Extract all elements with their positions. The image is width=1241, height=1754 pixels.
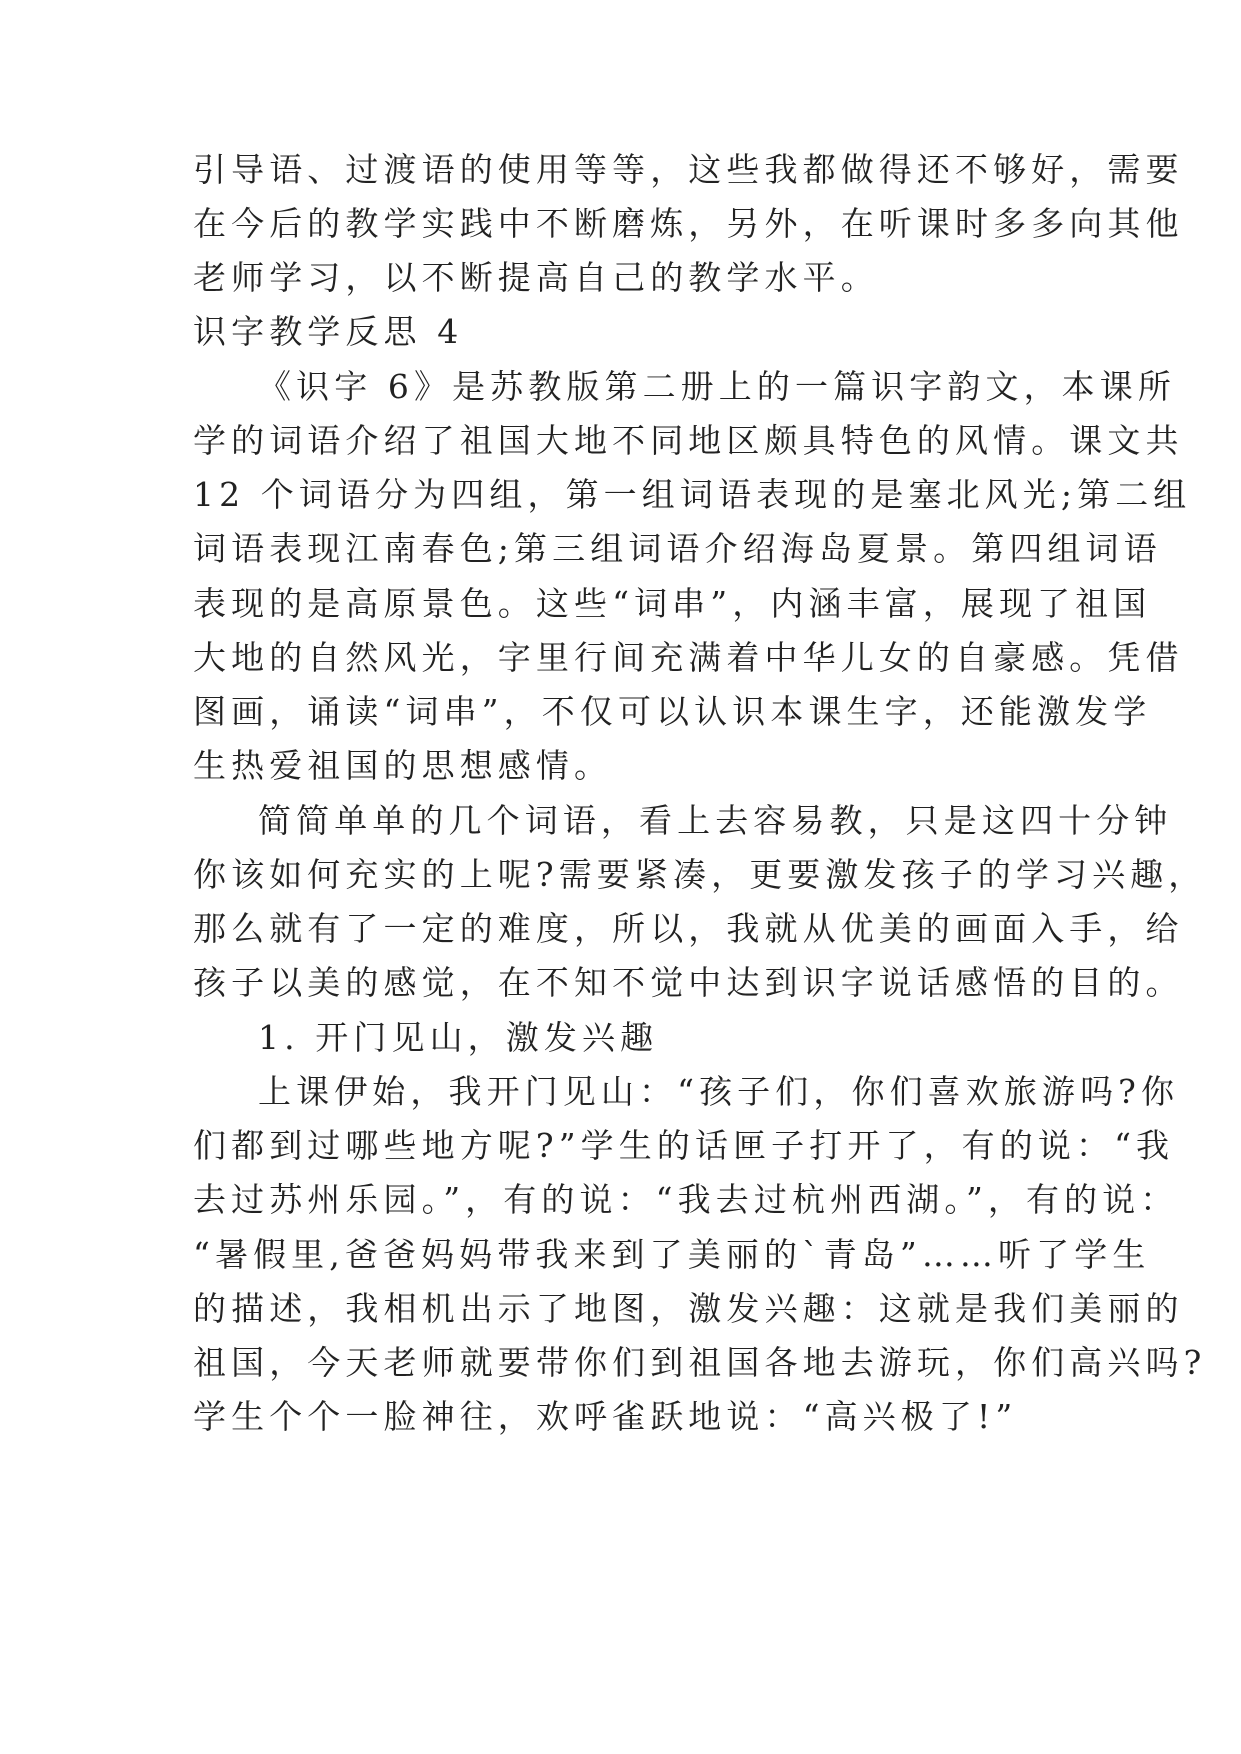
text-line: 在今后的教学实践中不断磨炼，另外，在听课时多多向其他	[193, 204, 1184, 243]
text-line: 们都到过哪些地方呢?”学生的话匣子打开了，有的说：“我	[193, 1126, 1175, 1165]
text-line: 那么就有了一定的难度，所以，我就从优美的画面入手，给	[193, 909, 1184, 948]
text-line: 图画，诵读“词串”，不仅可以认识本课生字，还能激发学	[193, 692, 1152, 731]
text-line: 孩子以美的感觉，在不知不觉中达到识字说话感悟的目的。	[193, 963, 1184, 1002]
text-line: 简简单单的几个词语，看上去容易教，只是这四十分钟	[258, 801, 1173, 840]
text-line: “暑假里,爸爸妈妈带我来到了美丽的`青岛”……听了学生	[193, 1235, 1151, 1274]
text-line: 大地的自然风光，字里行间充满着中华儿女的自豪感。凭借	[193, 638, 1184, 677]
text-line: 的描述，我相机出示了地图，激发兴趣：这就是我们美丽的	[193, 1289, 1184, 1328]
text-line: 学生个个一脸神往，欢呼雀跃地说：“高兴极了!”	[193, 1397, 1018, 1436]
text-line: 12 个词语分为四组，第一组词语表现的是塞北风光;第二组	[193, 475, 1192, 514]
text-line: 老师学习，以不断提高自己的教学水平。	[193, 258, 879, 297]
text-line: 你该如何充实的上呢?需要紧凑，更要激发孩子的学习兴趣，	[193, 855, 1207, 894]
section-title: 识字教学反思 4	[193, 312, 464, 351]
text-line: 去过苏州乐园。”，有的说：“我去过杭州西湖。”，有的说：	[193, 1180, 1179, 1219]
subheading: 1. 开门见山，激发兴趣	[258, 1018, 659, 1057]
text-line: 引导语、过渡语的使用等等，这些我都做得还不够好，需要	[193, 150, 1184, 189]
text-line: 词语表现江南春色;第三组词语介绍海岛夏景。第四组词语	[193, 529, 1162, 568]
text-line: 生热爱祖国的思想感情。	[193, 746, 613, 785]
text-line: 祖国，今天老师就要带你们到祖国各地去游玩，你们高兴吗?	[193, 1343, 1207, 1382]
text-line: 《识字 6》是苏教版第二册上的一篇识字韵文，本课所	[258, 367, 1176, 406]
text-line: 学的词语介绍了祖国大地不同地区颇具特色的风情。课文共	[193, 421, 1184, 460]
text-line: 上课伊始，我开门见山：“孩子们，你们喜欢旅游吗?你	[258, 1072, 1180, 1111]
text-line: 表现的是高原景色。这些“词串”，内涵丰富，展现了祖国	[193, 584, 1152, 623]
